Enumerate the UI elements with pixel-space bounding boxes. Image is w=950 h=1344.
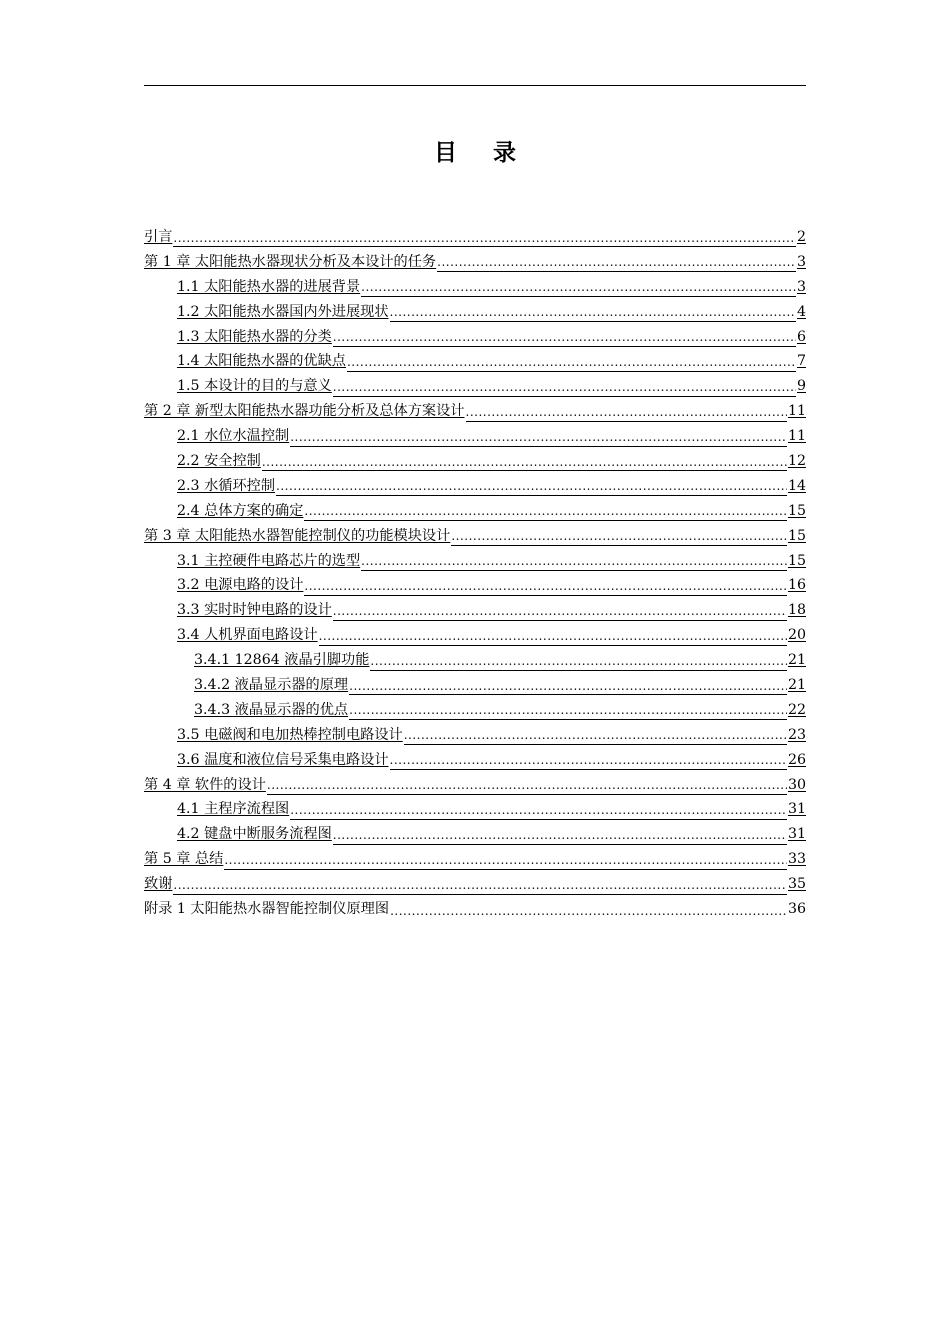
toc-entry-page: 6 xyxy=(796,328,806,345)
toc-entry-label: 1.2 太阳能热水器国内外进展现状 xyxy=(177,303,389,320)
toc-entry-label: 1.3 太阳能热水器的分类 xyxy=(177,328,332,345)
toc-entry[interactable] xyxy=(144,424,806,449)
toc-entry[interactable] xyxy=(144,648,806,673)
toc-entry[interactable] xyxy=(144,872,806,897)
toc-leader-dots xyxy=(361,557,787,571)
toc-entry-label: 附录 1 太阳能热水器智能控制仪原理图 xyxy=(144,901,390,918)
toc-entry[interactable] xyxy=(144,399,806,424)
toc-entry-page: 15 xyxy=(787,552,806,569)
toc-entry-page: 23 xyxy=(787,726,806,743)
toc-entry-page: 22 xyxy=(787,701,806,718)
toc-leader-dots xyxy=(224,856,787,870)
table-of-contents xyxy=(144,225,806,922)
toc-entry-page: 3 xyxy=(796,253,806,270)
toc-entry[interactable] xyxy=(144,673,806,698)
toc-entry[interactable] xyxy=(144,325,806,350)
toc-entry-label: 引言 xyxy=(144,229,173,245)
toc-entry xyxy=(144,897,806,922)
toc-leader-dots xyxy=(451,532,787,546)
toc-entry-label: 3.6 温度和液位信号采集电路设计 xyxy=(177,751,389,768)
toc-entry-label: 3.4.2 液晶显示器的原理 xyxy=(194,677,349,694)
toc-leader-dots xyxy=(390,905,787,919)
toc-entry-label: 第 1 章 太阳能热水器现状分析及本设计的任务 xyxy=(144,253,437,270)
toc-entry-page: 31 xyxy=(787,801,806,818)
toc-entry-page: 4 xyxy=(796,303,806,320)
toc-entry-label: 2.4 总体方案的确定 xyxy=(177,502,304,519)
toc-entry[interactable] xyxy=(144,822,806,847)
toc-entry-label: 致谢 xyxy=(144,876,173,893)
toc-entry-label: 2.2 安全控制 xyxy=(177,453,261,470)
toc-leader-dots xyxy=(173,233,796,247)
toc-leader-dots xyxy=(304,507,787,521)
toc-entry[interactable] xyxy=(144,847,806,872)
toc-entry[interactable] xyxy=(144,748,806,773)
toc-entry-label: 3.4.1 12864 液晶引脚功能 xyxy=(194,652,370,669)
header-rule xyxy=(144,85,806,86)
toc-entry-page: 36 xyxy=(787,901,806,918)
toc-leader-dots xyxy=(319,632,787,646)
toc-entry[interactable] xyxy=(144,723,806,748)
toc-entry-label: 1.5 本设计的目的与意义 xyxy=(177,378,332,395)
toc-leader-dots xyxy=(290,433,787,447)
toc-entry-label: 第 3 章 太阳能热水器智能控制仪的功能模块设计 xyxy=(144,527,451,544)
toc-leader-dots xyxy=(262,457,787,471)
toc-leader-dots xyxy=(173,881,787,895)
toc-leader-dots xyxy=(466,408,787,422)
toc-entry-page: 2 xyxy=(796,229,806,245)
toc-entry-page: 31 xyxy=(787,826,806,843)
toc-entry-label: 2.3 水循环控制 xyxy=(177,477,276,494)
toc-entry-label: 3.4 人机界面电路设计 xyxy=(177,627,318,644)
toc-leader-dots xyxy=(361,283,796,297)
toc-leader-dots xyxy=(333,333,796,347)
toc-entry-page: 20 xyxy=(787,627,806,644)
toc-leader-dots xyxy=(304,582,787,596)
toc-entry[interactable] xyxy=(144,698,806,723)
toc-entry[interactable] xyxy=(144,250,806,275)
toc-leader-dots xyxy=(437,258,796,272)
toc-entry[interactable] xyxy=(144,300,806,325)
toc-entry[interactable] xyxy=(144,349,806,374)
toc-entry-page: 18 xyxy=(787,602,806,619)
toc-entry-label: 3.4.3 液晶显示器的优点 xyxy=(194,701,349,718)
toc-entry-page: 21 xyxy=(787,677,806,694)
toc-entry-label: 4.1 主程序流程图 xyxy=(177,801,290,818)
toc-entry-page: 33 xyxy=(787,851,806,868)
toc-entry-label: 2.1 水位水温控制 xyxy=(177,428,290,445)
toc-entry[interactable] xyxy=(144,524,806,549)
toc-entry-page: 12 xyxy=(787,453,806,470)
toc-leader-dots xyxy=(276,482,787,496)
toc-entry[interactable] xyxy=(144,499,806,524)
toc-leader-dots xyxy=(267,781,787,795)
toc-entry-label: 第 5 章 总结 xyxy=(144,851,224,868)
toc-entry[interactable] xyxy=(144,573,806,598)
toc-leader-dots xyxy=(333,831,787,845)
toc-entry[interactable] xyxy=(144,773,806,798)
toc-entry-page: 11 xyxy=(787,403,806,420)
toc-entry-label: 第 2 章 新型太阳能热水器功能分析及总体方案设计 xyxy=(144,403,465,420)
toc-leader-dots xyxy=(290,806,787,820)
toc-entry[interactable] xyxy=(144,449,806,474)
toc-entry-label: 3.1 主控硬件电路芯片的选型 xyxy=(177,552,361,569)
toc-entry-page: 7 xyxy=(796,353,806,370)
toc-entry-label: 3.5 电磁阀和电加热棒控制电路设计 xyxy=(177,726,403,743)
toc-entry-page: 16 xyxy=(787,577,806,594)
toc-entry-page: 11 xyxy=(787,428,806,445)
toc-entry[interactable] xyxy=(144,225,806,250)
toc-entry-page: 21 xyxy=(787,652,806,669)
toc-entry-label: 1.1 太阳能热水器的进展背景 xyxy=(177,278,361,295)
toc-entry-page: 30 xyxy=(787,776,806,793)
toc-entry-label: 3.2 电源电路的设计 xyxy=(177,577,304,594)
toc-entry-page: 9 xyxy=(796,378,806,395)
toc-entry-page: 35 xyxy=(787,876,806,893)
toc-entry-label: 1.4 太阳能热水器的优缺点 xyxy=(177,353,346,370)
toc-leader-dots xyxy=(349,706,787,720)
toc-entry[interactable] xyxy=(144,549,806,574)
toc-leader-dots xyxy=(370,657,787,671)
toc-leader-dots xyxy=(349,681,787,695)
toc-leader-dots xyxy=(390,756,787,770)
toc-leader-dots xyxy=(333,607,787,621)
toc-entry[interactable] xyxy=(144,623,806,648)
toc-leader-dots xyxy=(404,731,787,745)
toc-entry-page: 14 xyxy=(787,477,806,494)
toc-entry[interactable] xyxy=(144,797,806,822)
toc-leader-dots xyxy=(347,358,796,372)
toc-entry[interactable] xyxy=(144,275,806,300)
toc-entry[interactable] xyxy=(144,374,806,399)
toc-entry-label: 第 4 章 软件的设计 xyxy=(144,776,266,793)
toc-entry-label: 4.2 键盘中断服务流程图 xyxy=(177,826,332,843)
toc-entry-page: 15 xyxy=(787,502,806,519)
toc-entry-page: 15 xyxy=(787,527,806,544)
toc-entry-label: 3.3 实时时钟电路的设计 xyxy=(177,602,332,619)
toc-entry-page: 26 xyxy=(787,751,806,768)
toc-entry[interactable] xyxy=(144,474,806,499)
page-title: 目 录 xyxy=(433,140,530,166)
toc-entry[interactable] xyxy=(144,598,806,623)
toc-leader-dots xyxy=(333,383,796,397)
toc-entry-page: 3 xyxy=(796,278,806,295)
toc-leader-dots xyxy=(390,308,796,322)
